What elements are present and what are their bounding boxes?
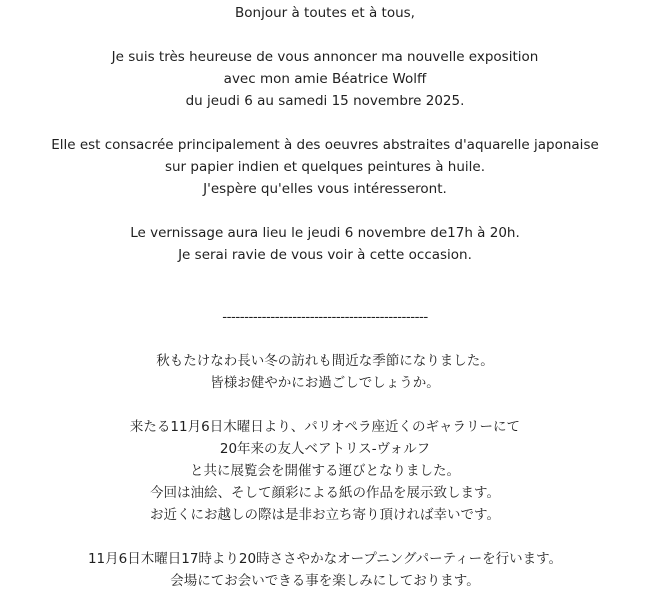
jp-p2-line3: と共に展覧会を開催する運びとなりました。: [190, 463, 460, 479]
french-section: [0, 0, 650, 266]
jp-p1-line2: 皆様お健やかにお過ごしでしょうか。: [210, 375, 440, 391]
fr-p2-line3: J'espère qu'elles vous intéresseront.: [203, 181, 447, 197]
fr-p1-line2: avec mon amie Béatrice Wolff: [223, 71, 427, 87]
fr-p2-line1: Elle est consacrée principalement à des oeuvres abstraites d'aquarelle japonaise: [51, 137, 599, 153]
fr-p3-line2: Je serai ravie de vous voir à cette occasion.: [178, 247, 472, 263]
jp-p2-line4: 今回は油絵、そして顔彩による紙の作品を展示致します。: [150, 485, 500, 501]
greeting: Bonjour à toutes et à tous,: [235, 5, 415, 21]
fr-p1-line1: Je suis très heureuse de vous annoncer ma nouvelle exposition: [111, 49, 539, 65]
section-divider: -----------------------------------------------: [222, 309, 428, 325]
japanese-section: [0, 350, 650, 592]
jp-p3-line1: 11月6日木曜日17時より20時ささやかなオープニングパーティーを行います。: [87, 551, 563, 567]
fr-p1-line3: du jeudi 6 au samedi 15 novembre 2025.: [185, 93, 465, 109]
fr-p3-line1: Le vernissage aura lieu le jeudi 6 novembre de17h à 20h.: [130, 225, 520, 241]
jp-p3-line2: 会場にてお会いできる事を楽しみにしております。: [170, 573, 480, 589]
fr-p2-line2: sur papier indien et quelques peintures à huile.: [164, 159, 486, 175]
jp-p1-line1: 秋もたけなわ長い冬の訪れも間近な季節になりました。: [156, 353, 494, 369]
jp-p2-line2: 20年来の友人ベアトリス-ヴォルフ: [219, 441, 431, 457]
jp-p2-line1: 来たる11月6日木曜日より、パリオペラ座近くのギャラリーにて: [129, 419, 521, 435]
jp-p2-line5: お近くにお越しの際は是非お立ち寄り頂ければ幸いです。: [150, 507, 500, 523]
